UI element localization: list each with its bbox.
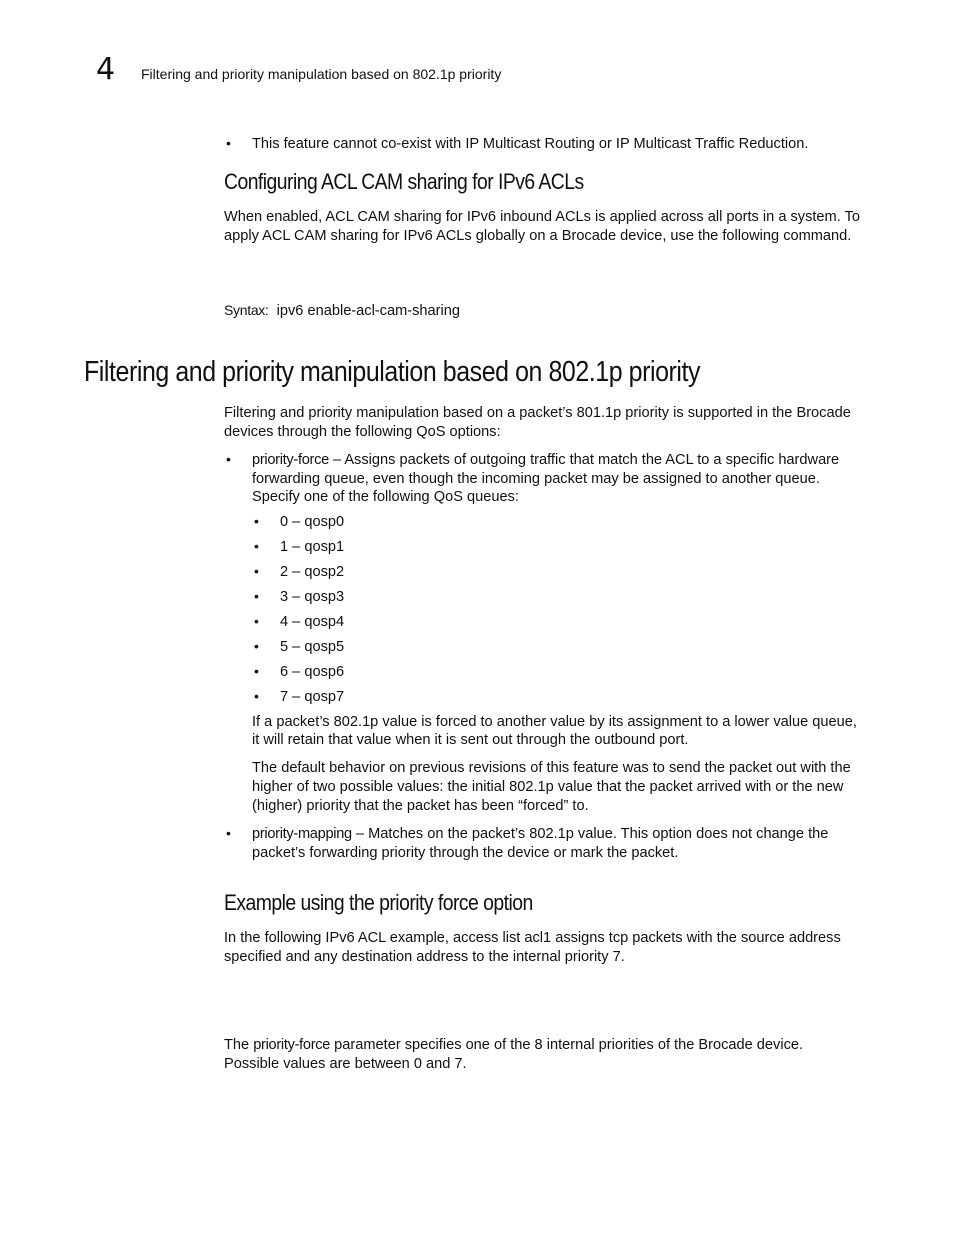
priority-force-line3: Specify one of the following QoS queues: bbox=[252, 489, 519, 505]
queue-item: 0 – qosp0 bbox=[280, 514, 345, 530]
bullet-dot: • bbox=[254, 538, 259, 554]
bullet-dot: • bbox=[254, 563, 259, 579]
closing-paragraph-line2: Possible values are between 0 and 7. bbox=[224, 1056, 467, 1072]
closing-paragraph-line1 bbox=[224, 1036, 803, 1055]
default-behavior-line3: (higher) priority that the packet has been “forced” to. bbox=[252, 798, 589, 814]
filtering-intro-line2: devices through the following QoS options: bbox=[224, 424, 501, 440]
acl-cam-paragraph-line2: apply ACL CAM sharing for IPv6 ACLs globally on a Brocade device, use the following command. bbox=[224, 228, 852, 244]
priority-force-line2: forwarding queue, even though the incoming packet may be assigned to another queue. bbox=[252, 471, 820, 487]
running-header-title: Filtering and priority manipulation based on 802.1p priority bbox=[141, 66, 502, 82]
bullet-dot: • bbox=[226, 825, 231, 841]
example-paragraph-line2: specified and any destination address to the internal priority 7. bbox=[224, 949, 625, 965]
bullet-dot: • bbox=[254, 688, 259, 704]
closing-rest: parameter specifies one of the 8 internal priorities of the Brocade device. bbox=[330, 1037, 804, 1053]
queue-item: 1 – qosp1 bbox=[280, 539, 345, 555]
example-paragraph-line1: In the following IPv6 ACL example, access list acl1 assigns tcp packets with the source address bbox=[224, 930, 841, 946]
queue-item: 3 – qosp3 bbox=[280, 589, 345, 605]
section-heading-acl-cam-sharing: Configuring ACL CAM sharing for IPv6 ACLs bbox=[224, 169, 584, 194]
queue-item: 7 – qosp7 bbox=[280, 689, 345, 705]
bullet-dot: • bbox=[254, 663, 259, 679]
acl-cam-paragraph-line1: When enabled, ACL CAM sharing for IPv6 inbound ACLs is applied across all ports in a system. To bbox=[224, 209, 860, 225]
bullet-dot: • bbox=[254, 613, 259, 629]
closing-keyword: priority-force bbox=[253, 1037, 331, 1053]
priority-force-line1 bbox=[252, 451, 839, 470]
chapter-number: 4 bbox=[96, 52, 116, 87]
section-heading-filtering: Filtering and priority manipulation based on 802.1p priority bbox=[84, 356, 701, 388]
queue-item: 2 – qosp2 bbox=[280, 564, 345, 580]
queue-item: 4 – qosp4 bbox=[280, 614, 345, 630]
priority-mapping-keyword: priority-mapping bbox=[252, 826, 352, 842]
bullet-dot: • bbox=[254, 638, 259, 654]
priority-force-desc: – Assigns packets of outgoing traffic that match the ACL to a specific hardware bbox=[328, 452, 840, 468]
syntax-line bbox=[224, 301, 460, 321]
default-behavior-line1: The default behavior on previous revisions of this feature was to send the packet out with the bbox=[252, 760, 851, 776]
queue-item: 5 – qosp5 bbox=[280, 639, 345, 655]
syntax-label: Syntax: bbox=[224, 302, 269, 318]
bullet-dot: • bbox=[226, 135, 231, 151]
forced-note-line2: it will retain that value when it is sent out through the outbound port. bbox=[252, 732, 689, 748]
filtering-intro-line1: Filtering and priority manipulation based on a packet’s 801.1p priority is supported in the Brocade bbox=[224, 405, 851, 421]
queue-item: 6 – qosp6 bbox=[280, 664, 345, 680]
forced-note-line1: If a packet’s 802.1p value is forced to another value by its assignment to a lower value queue, bbox=[252, 714, 857, 730]
top-bullet-text: This feature cannot co-exist with IP Multicast Routing or IP Multicast Traffic Reduction. bbox=[252, 136, 809, 152]
syntax-command: ipv6 enable-acl-cam-sharing bbox=[276, 303, 460, 319]
priority-mapping-desc: – Matches on the packet’s 802.1p value. This option does not change the bbox=[351, 826, 829, 842]
priority-force-keyword: priority-force bbox=[252, 452, 329, 468]
bullet-dot: • bbox=[254, 588, 259, 604]
section-heading-example: Example using the priority force option bbox=[224, 890, 533, 915]
priority-mapping-line2: packet’s forwarding priority through the device or mark the packet. bbox=[252, 845, 679, 861]
closing-prefix: The bbox=[224, 1037, 254, 1053]
bullet-dot: • bbox=[254, 513, 259, 529]
default-behavior-line2: higher of two possible values: the initial 802.1p value that the packet arrived with or the new bbox=[252, 779, 844, 795]
bullet-dot: • bbox=[226, 451, 231, 467]
priority-mapping-line1 bbox=[252, 825, 828, 844]
